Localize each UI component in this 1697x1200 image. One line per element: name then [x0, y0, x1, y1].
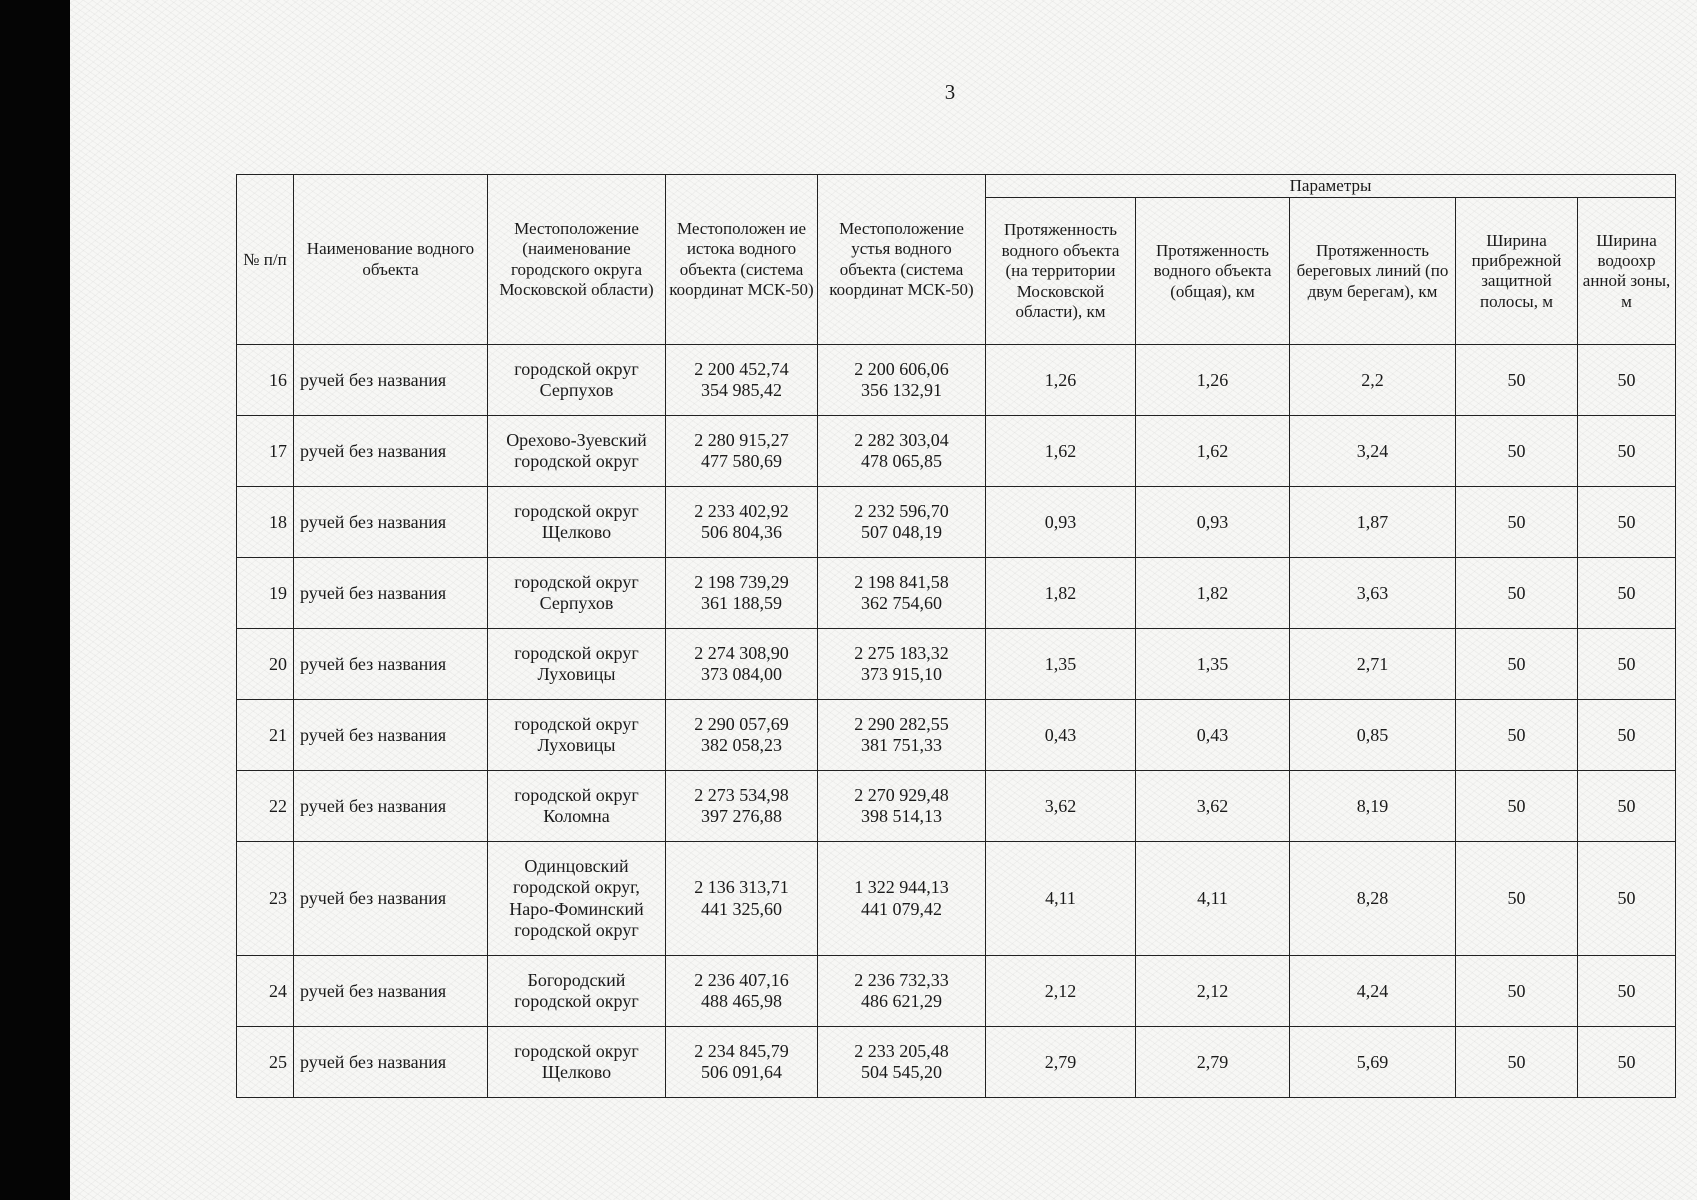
row-location-line: Богородский — [527, 969, 626, 990]
row-length-mo: 4,11 — [986, 842, 1136, 956]
row-location-cell — [488, 771, 666, 842]
table-row — [237, 345, 1676, 416]
row-water-zone: 50 — [1578, 487, 1676, 558]
row-name-cell — [294, 842, 488, 956]
header-length-total: Протяженность водного объекта (общая), км — [1136, 198, 1290, 345]
row-mouth-cell — [818, 1027, 986, 1098]
header-mouth: Местоположение устья водного объекта (система координат МСК-50) — [818, 175, 986, 345]
row-mouth-x: 1 322 944,13 — [854, 877, 949, 898]
row-source-y: 382 058,23 — [701, 735, 782, 756]
row-mouth-y: 373 915,10 — [861, 664, 942, 685]
row-source-y: 506 804,36 — [701, 522, 782, 543]
table-row — [237, 956, 1676, 1027]
row-location-line: Луховицы — [537, 735, 616, 756]
row-num-cell — [237, 345, 294, 416]
row-location-cell — [488, 345, 666, 416]
row-num-cell — [237, 771, 294, 842]
row-source-cell — [666, 771, 818, 842]
row-buffer-strip: 50 — [1456, 771, 1578, 842]
row-water-zone: 50 — [1578, 416, 1676, 487]
row-shoreline: 5,69 — [1290, 1027, 1456, 1098]
row-water-zone: 50 — [1578, 771, 1676, 842]
row-num: 16 — [269, 369, 287, 390]
row-shoreline: 8,19 — [1290, 771, 1456, 842]
row-location-cell — [488, 487, 666, 558]
table-row — [237, 700, 1676, 771]
row-location-cell — [488, 700, 666, 771]
row-length-total: 4,11 — [1136, 842, 1290, 956]
row-mouth-x: 2 270 929,48 — [854, 784, 949, 805]
row-mouth-cell — [818, 345, 986, 416]
row-water-zone: 50 — [1578, 956, 1676, 1027]
row-num-cell — [237, 416, 294, 487]
row-source-y: 506 091,64 — [701, 1062, 782, 1083]
row-location-cell — [488, 629, 666, 700]
row-length-mo: 2,79 — [986, 1027, 1136, 1098]
table-row — [237, 487, 1676, 558]
row-mouth-y: 398 514,13 — [861, 806, 942, 827]
row-source-cell — [666, 629, 818, 700]
row-mouth-x: 2 275 183,32 — [854, 642, 949, 663]
row-location-line: Одинцовский — [524, 855, 629, 876]
row-mouth-y: 478 065,85 — [861, 451, 942, 472]
row-mouth-x: 2 198 841,58 — [854, 571, 949, 592]
row-location-line: городской округ — [514, 358, 639, 379]
row-name-cell — [294, 629, 488, 700]
row-shoreline: 3,63 — [1290, 558, 1456, 629]
row-source-cell — [666, 956, 818, 1027]
row-name-cell — [294, 771, 488, 842]
row-num: 17 — [269, 440, 287, 461]
row-buffer-strip: 50 — [1456, 487, 1578, 558]
row-source-cell — [666, 487, 818, 558]
row-location-cell — [488, 1027, 666, 1098]
row-name: ручей без названия — [300, 724, 447, 745]
row-mouth-x: 2 232 596,70 — [854, 500, 949, 521]
row-num-cell — [237, 558, 294, 629]
row-source-y: 441 325,60 — [701, 898, 782, 919]
row-source-x: 2 280 915,27 — [694, 429, 789, 450]
document-page — [70, 0, 1697, 1200]
page-number: 3 — [944, 80, 956, 104]
row-num-cell — [237, 1027, 294, 1098]
row-buffer-strip: 50 — [1456, 1027, 1578, 1098]
row-num-cell — [237, 487, 294, 558]
row-water-zone: 50 — [1578, 842, 1676, 956]
row-mouth-y: 486 621,29 — [861, 991, 942, 1012]
row-name: ручей без названия — [300, 511, 447, 532]
row-source-x: 2 233 402,92 — [694, 500, 789, 521]
row-location-cell — [488, 842, 666, 956]
row-length-mo: 0,93 — [986, 487, 1136, 558]
row-water-zone: 50 — [1578, 629, 1676, 700]
row-source-x: 2 273 534,98 — [694, 784, 789, 805]
row-buffer-strip: 50 — [1456, 629, 1578, 700]
row-water-zone: 50 — [1578, 700, 1676, 771]
row-source-x: 2 198 739,29 — [694, 571, 789, 592]
row-length-mo: 1,82 — [986, 558, 1136, 629]
row-mouth-cell — [818, 700, 986, 771]
row-name: ручей без названия — [300, 440, 447, 461]
row-num: 18 — [269, 511, 287, 532]
table-body — [237, 345, 1676, 1098]
header-shoreline: Протяженность береговых линий (по двум берегам), км — [1290, 198, 1456, 345]
row-source-x: 2 136 313,71 — [694, 877, 789, 898]
row-buffer-strip: 50 — [1456, 700, 1578, 771]
row-length-mo: 3,62 — [986, 771, 1136, 842]
row-location-line: Щелково — [541, 522, 612, 543]
header-location: Местоположение (наименование городского округа Московской области) — [488, 175, 666, 345]
row-num: 22 — [269, 795, 287, 816]
row-water-zone: 50 — [1578, 345, 1676, 416]
row-name: ручей без названия — [300, 1051, 447, 1072]
row-shoreline: 1,87 — [1290, 487, 1456, 558]
row-length-total: 2,12 — [1136, 956, 1290, 1027]
row-mouth-cell — [818, 842, 986, 956]
row-source-cell — [666, 1027, 818, 1098]
row-num-cell — [237, 700, 294, 771]
row-length-total: 1,35 — [1136, 629, 1290, 700]
row-mouth-cell — [818, 629, 986, 700]
row-water-zone: 50 — [1578, 558, 1676, 629]
row-buffer-strip: 50 — [1456, 345, 1578, 416]
row-source-y: 488 465,98 — [701, 991, 782, 1012]
row-buffer-strip: 50 — [1456, 558, 1578, 629]
table-row — [237, 629, 1676, 700]
row-name-cell — [294, 487, 488, 558]
header-length-mo: Протяженность водного объекта (на территории Московской области), км — [986, 198, 1136, 345]
row-mouth-y: 441 079,42 — [861, 898, 942, 919]
row-mouth-x: 2 282 303,04 — [854, 429, 949, 450]
row-source-cell — [666, 558, 818, 629]
row-name: ручей без названия — [300, 888, 447, 909]
table-row — [237, 771, 1676, 842]
row-mouth-x: 2 233 205,48 — [854, 1040, 949, 1061]
row-mouth-y: 507 048,19 — [861, 522, 942, 543]
row-length-mo: 1,35 — [986, 629, 1136, 700]
row-source-cell — [666, 842, 818, 956]
row-source-x: 2 236 407,16 — [694, 969, 789, 990]
row-length-mo: 1,62 — [986, 416, 1136, 487]
row-mouth-cell — [818, 487, 986, 558]
row-location-line: Наро-Фоминский — [509, 898, 644, 919]
row-num: 21 — [269, 724, 287, 745]
row-name-cell — [294, 558, 488, 629]
row-shoreline: 8,28 — [1290, 842, 1456, 956]
row-location-line: городской округ — [514, 571, 639, 592]
table-row — [237, 1027, 1676, 1098]
row-shoreline: 2,71 — [1290, 629, 1456, 700]
row-name-cell — [294, 345, 488, 416]
row-water-zone: 50 — [1578, 1027, 1676, 1098]
row-source-cell — [666, 345, 818, 416]
row-name-cell — [294, 1027, 488, 1098]
row-source-cell — [666, 700, 818, 771]
row-num: 25 — [269, 1051, 287, 1072]
row-length-mo: 1,26 — [986, 345, 1136, 416]
row-mouth-cell — [818, 771, 986, 842]
water-objects-table — [236, 174, 1676, 1098]
scan-edge — [0, 0, 70, 1200]
row-source-x: 2 200 452,74 — [694, 358, 789, 379]
row-mouth-x: 2 290 282,55 — [854, 713, 949, 734]
row-mouth-y: 381 751,33 — [861, 735, 942, 756]
row-source-y: 373 084,00 — [701, 664, 782, 685]
row-mouth-y: 356 132,91 — [861, 380, 942, 401]
row-source-y: 361 188,59 — [701, 593, 782, 614]
row-location-line: городской округ, — [513, 877, 640, 898]
row-location-line: городской округ — [514, 500, 639, 521]
row-location-line: городской округ — [514, 920, 639, 941]
row-buffer-strip: 50 — [1456, 842, 1578, 956]
table-row — [237, 416, 1676, 487]
row-name: ручей без названия — [300, 795, 447, 816]
row-name-cell — [294, 956, 488, 1027]
row-num: 23 — [269, 888, 287, 909]
row-source-y: 397 276,88 — [701, 806, 782, 827]
row-location-cell — [488, 416, 666, 487]
row-source-x: 2 290 057,69 — [694, 713, 789, 734]
header-water-zone: Ширина водоохр анной зоны, м — [1578, 198, 1676, 345]
row-location-line: городской округ — [514, 1040, 639, 1061]
row-num-cell — [237, 842, 294, 956]
row-name: ручей без названия — [300, 369, 447, 390]
row-shoreline: 3,24 — [1290, 416, 1456, 487]
row-source-x: 2 234 845,79 — [694, 1040, 789, 1061]
row-num: 20 — [269, 653, 287, 674]
row-length-total: 1,26 — [1136, 345, 1290, 416]
row-length-total: 1,62 — [1136, 416, 1290, 487]
row-length-total: 0,93 — [1136, 487, 1290, 558]
row-num: 19 — [269, 582, 287, 603]
row-location-line: городской округ — [514, 991, 639, 1012]
row-buffer-strip: 50 — [1456, 416, 1578, 487]
row-length-mo: 0,43 — [986, 700, 1136, 771]
row-name-cell — [294, 416, 488, 487]
row-source-y: 477 580,69 — [701, 451, 782, 472]
row-source-x: 2 274 308,90 — [694, 642, 789, 663]
row-location-line: городской округ — [514, 451, 639, 472]
row-location-cell — [488, 558, 666, 629]
table-row — [237, 842, 1676, 956]
row-location-line: Луховицы — [537, 664, 616, 685]
row-location-line: городской округ — [514, 784, 639, 805]
row-length-total: 2,79 — [1136, 1027, 1290, 1098]
row-shoreline: 4,24 — [1290, 956, 1456, 1027]
row-num-cell — [237, 629, 294, 700]
row-name-cell — [294, 700, 488, 771]
row-length-total: 3,62 — [1136, 771, 1290, 842]
row-mouth-cell — [818, 558, 986, 629]
header-name: Наименование водного объекта — [294, 175, 488, 345]
row-mouth-y: 504 545,20 — [861, 1062, 942, 1083]
row-shoreline: 0,85 — [1290, 700, 1456, 771]
row-num-cell — [237, 956, 294, 1027]
row-mouth-x: 2 236 732,33 — [854, 969, 949, 990]
row-location-line: городской округ — [514, 713, 639, 734]
row-source-cell — [666, 416, 818, 487]
row-location-cell — [488, 956, 666, 1027]
row-name: ручей без названия — [300, 582, 447, 603]
row-length-total: 0,43 — [1136, 700, 1290, 771]
header-buffer-strip: Ширина прибрежной защитной полосы, м — [1456, 198, 1578, 345]
row-location-line: городской округ — [514, 642, 639, 663]
row-location-line: Коломна — [543, 806, 610, 827]
row-source-y: 354 985,42 — [701, 380, 782, 401]
row-mouth-x: 2 200 606,06 — [854, 358, 949, 379]
row-location-line: Серпухов — [539, 380, 614, 401]
row-name: ручей без названия — [300, 980, 447, 1001]
row-length-total: 1,82 — [1136, 558, 1290, 629]
row-mouth-cell — [818, 956, 986, 1027]
header-parameters: Параметры — [986, 175, 1676, 198]
row-location-line: Орехово-Зуевский — [506, 429, 647, 450]
table-row — [237, 558, 1676, 629]
row-name: ручей без названия — [300, 653, 447, 674]
row-location-line: Серпухов — [539, 593, 614, 614]
header-source: Местоположен ие истока водного объекта (система координат МСК-50) — [666, 175, 818, 345]
row-num: 24 — [269, 980, 287, 1001]
header-num: № п/п — [237, 175, 294, 345]
row-location-line: Щелково — [541, 1062, 612, 1083]
row-length-mo: 2,12 — [986, 956, 1136, 1027]
row-buffer-strip: 50 — [1456, 956, 1578, 1027]
row-mouth-y: 362 754,60 — [861, 593, 942, 614]
row-mouth-cell — [818, 416, 986, 487]
row-shoreline: 2,2 — [1290, 345, 1456, 416]
